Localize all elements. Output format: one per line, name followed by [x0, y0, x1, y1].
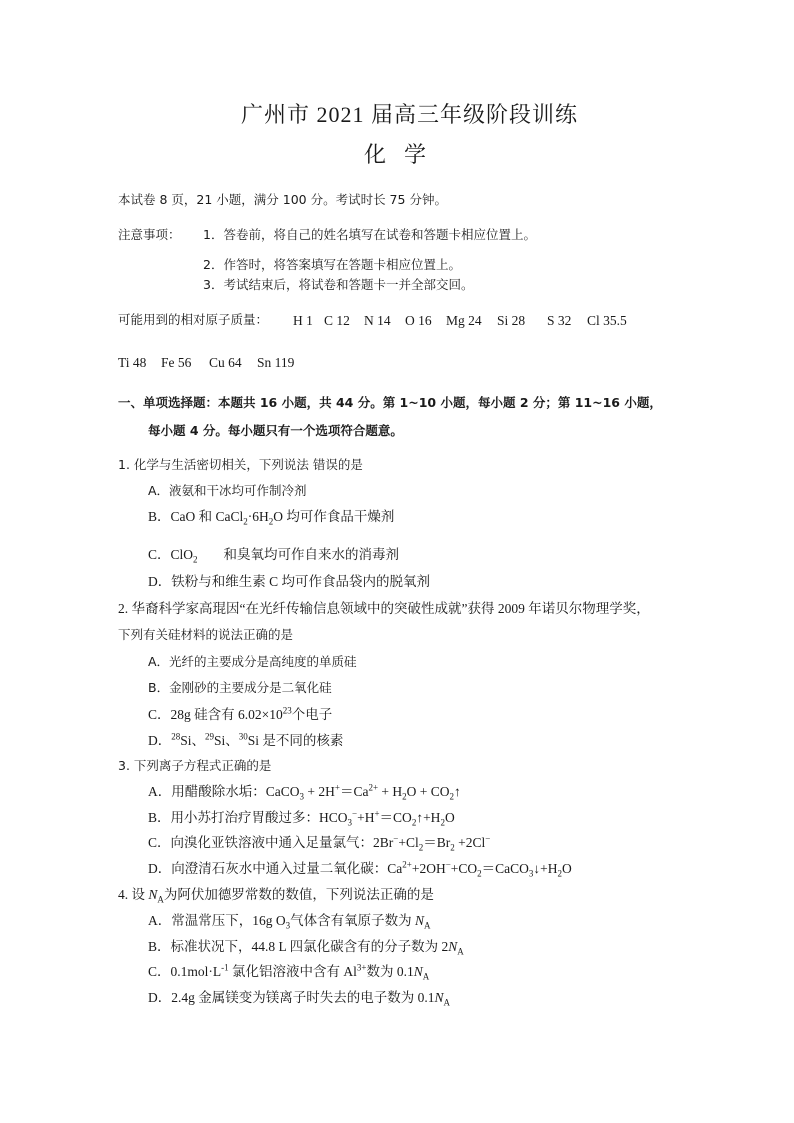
question-4-option-b: B．标准状况下，44.8 L 四氯化碳含有的分子数为 $2N_A$ — [148, 939, 464, 957]
atomic-mass-fe: Fe 56 — [161, 355, 192, 370]
atomic-mass-s: S 32 — [547, 313, 572, 328]
section-heading: 一、单项选择题：本题共 16 小题，共 44 分。第 1~10 小题，每小题 2 分；第 11~16 小题， — [118, 395, 662, 410]
question-1-option-a: A．液氨和干冰均可作制冷剂 — [148, 483, 307, 498]
atomic-mass-h: H 1 — [293, 313, 313, 328]
question-3-stem: 3. 下列离子方程式正确的是 — [118, 758, 272, 773]
atomic-mass-label: 可能用到的相对原子质量： — [118, 312, 269, 327]
question-3-option-a: A．用醋酸除水垢：CaCO$_3$ + $2H^+=Ca^{2+} + H_2O$ + $CO_2↑$ — [148, 782, 461, 802]
atomic-mass-ti: Ti 48 — [118, 355, 147, 370]
atomic-mass-o: O 16 — [405, 313, 432, 328]
exam-title: 广州市 2021 届高三年级阶段训练 — [241, 102, 579, 127]
question-2-option-a: A．光纤的主要成分是高纯度的单质硅 — [148, 654, 357, 669]
subject-title: 化学 — [364, 142, 445, 167]
question-3-option-d: D．向澄清石灰水中通入过量二氧化碳：$Ca^{2+}+2OH^-+CO_2=CaCO_3↓+H_2O$ — [148, 859, 572, 879]
question-1-stem: 1. 化学与生活密切相关，下列说法 错误的是 — [118, 457, 363, 472]
atomic-mass-mg: Mg 24 — [446, 313, 482, 328]
question-4-option-a: A．常温常压下，16g $O_3$气体含有氧原子数为 $N_A$ — [148, 913, 431, 931]
question-2-option-c: C．28g 硅含有 $6.02\times 10^{23}$个电子 — [148, 705, 333, 722]
notice-label: 注意事项： — [118, 227, 181, 242]
question-4-option-d: D．2.4g 金属镁变为镁离子时失去的电子数为 $0.1N_A$ — [148, 990, 451, 1008]
question-1-option-d: D．铁粉与和维生素 C 均可作食品袋内的脱氧剂 — [148, 574, 431, 589]
question-3-option-b: B．用小苏打治疗胃酸过多：$HCO_3^-+H^+=CO_2↑+H_2O$ — [148, 808, 455, 828]
notice-item-2: 2．作答时，将答案填写在答题卡相应位置上。 — [203, 257, 461, 272]
atomic-mass-n: N 14 — [364, 313, 391, 328]
question-3-option-c: C．向溴化亚铁溶液中通入足量氯气：$2Br^-+Cl_2=Br_2 +2Cl^-$ — [148, 833, 491, 853]
atomic-mass-sn: Sn 119 — [257, 355, 295, 370]
question-2-option-d: D．$^{28}$Si、$^{29}$Si、$^{30}$Si 是不同的核素 — [148, 731, 344, 748]
exam-info: 本试卷 8 页，21 小题，满分 100 分。考试时长 75 分钟。 — [118, 192, 447, 207]
notice-item-3: 3．考试结束后，将试卷和答题卡一并全部交回。 — [203, 277, 474, 292]
question-1-option-b: B．CaO 和 $CaCl_2\cdot 6H_2O$ 均可作食品干燥剂 — [148, 509, 395, 527]
question-1-option-c: C．ClO$_2$ 和臭氧均可作自来水的消毒剂 — [148, 547, 400, 565]
atomic-mass-c: C 12 — [324, 313, 350, 328]
atomic-mass-cu: Cu 64 — [209, 355, 242, 370]
atomic-mass-cl: Cl 35.5 — [587, 313, 627, 328]
question-4-option-c: C．$0.1mol\cdot L^{-1}$ 氯化铝溶液中含有 $Al^{3+}$数为 $0.1N_A$ — [148, 962, 430, 982]
question-2-option-b: B．金刚砂的主要成分是二氧化硅 — [148, 680, 332, 695]
question-4-stem: 4. 设 $N_A$为阿伏加德罗常数的数值，下列说法正确的是 — [118, 887, 434, 905]
question-2-stem: 2. 华裔科学家高琨因“在光纤传输信息领域中的突破性成就”获得 2009 年诺贝尔物理学奖， — [118, 601, 650, 616]
question-2-stem-cont: 下列有关硅材料的说法正确的是 — [118, 627, 294, 642]
notice-item-1: 1．答卷前，将自己的姓名填写在试卷和答题卡相应位置上。 — [203, 227, 536, 242]
section-heading-cont: 每小题 4 分。每小题只有一个选项符合题意。 — [148, 423, 403, 438]
atomic-mass-si: Si 28 — [497, 313, 526, 328]
